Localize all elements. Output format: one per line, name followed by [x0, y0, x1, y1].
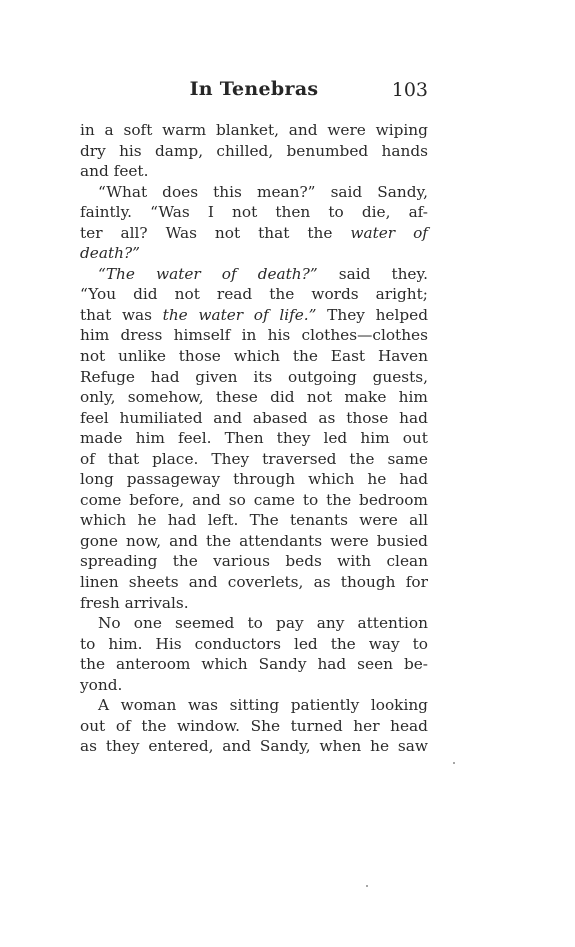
word: soft — [123, 121, 153, 139]
text-line — [80, 161, 428, 182]
word: all — [409, 511, 428, 530]
word: beds — [285, 552, 322, 571]
word: life.” — [279, 305, 317, 324]
word: said — [330, 182, 363, 201]
text-line — [80, 284, 428, 305]
word: aright; — [375, 285, 428, 304]
word: patiently — [290, 696, 360, 715]
word: they — [276, 429, 311, 448]
word: though — [340, 573, 396, 592]
word: various — [213, 552, 271, 571]
word: damp, — [154, 141, 204, 160]
word: in — [80, 121, 95, 139]
text-line — [80, 531, 428, 552]
word: same — [387, 449, 428, 468]
word: wiping — [375, 121, 428, 139]
text-line — [80, 613, 428, 634]
word: Then — [224, 429, 264, 448]
word: East — [330, 347, 366, 366]
word: the — [80, 655, 106, 674]
word: come — [80, 490, 122, 509]
word: attention — [357, 614, 428, 633]
word: one — [133, 614, 162, 633]
word: those — [178, 347, 221, 366]
word: did — [133, 285, 158, 304]
word: through — [233, 470, 296, 489]
word: hands — [381, 141, 428, 160]
word: turned — [290, 716, 343, 735]
word: traversed — [262, 449, 337, 468]
word: was — [187, 696, 219, 715]
word: Haven — [377, 347, 428, 366]
word: warm — [162, 121, 207, 139]
word: that — [258, 223, 290, 242]
word: looking — [370, 696, 428, 715]
word: any — [316, 614, 345, 633]
print-speck — [366, 885, 368, 887]
text-line — [80, 551, 428, 572]
word: her — [353, 716, 380, 735]
word: they — [105, 737, 140, 756]
word: faintly. — [80, 203, 133, 222]
word: fresh — [80, 593, 120, 612]
word: with — [337, 552, 372, 571]
word: were — [330, 531, 369, 550]
word: had — [167, 511, 197, 530]
word: not — [232, 203, 258, 222]
word: I — [207, 203, 214, 222]
word: outgoing — [288, 367, 357, 386]
word: him. — [108, 634, 143, 653]
word: death?” — [257, 264, 318, 283]
word: he — [370, 737, 390, 756]
word: linen — [80, 573, 119, 592]
word: the — [349, 449, 375, 468]
word: led — [293, 634, 318, 653]
word: “What — [98, 182, 148, 201]
word: not — [174, 285, 200, 304]
word: A — [98, 696, 110, 715]
word: clean — [386, 552, 428, 571]
word: the — [292, 347, 318, 366]
word: given — [195, 367, 238, 386]
word: the — [307, 223, 333, 242]
word: bedroom — [359, 490, 428, 509]
word: words — [311, 285, 359, 304]
word: him — [80, 326, 110, 345]
word: place. — [152, 449, 199, 468]
text-line — [80, 695, 428, 716]
word: which — [233, 347, 280, 366]
word: him — [135, 429, 165, 448]
word: head — [390, 716, 428, 735]
word: of — [253, 305, 269, 324]
text-line — [80, 243, 428, 264]
word: attendants — [239, 531, 323, 550]
word: those — [346, 408, 389, 427]
word: No — [98, 614, 121, 633]
word: not — [80, 347, 106, 366]
word: out — [402, 429, 428, 448]
word: were — [359, 511, 398, 530]
word: “You — [80, 285, 117, 304]
word: helped — [375, 305, 428, 324]
word: of — [80, 449, 95, 468]
word: tenants — [290, 511, 349, 530]
word: the — [269, 285, 295, 304]
word: read — [216, 285, 253, 304]
word: arrivals. — [124, 593, 189, 612]
word: and — [213, 408, 243, 427]
word: not — [306, 388, 333, 407]
word: and — [192, 490, 221, 509]
word: to — [247, 614, 263, 633]
word: the — [330, 634, 356, 653]
word: were — [327, 121, 366, 139]
word: of — [413, 223, 428, 242]
word: him — [360, 429, 390, 448]
word: and — [288, 121, 318, 139]
running-title: In Tenebras — [189, 78, 319, 100]
word: to — [302, 490, 319, 509]
word: as — [313, 573, 331, 592]
word: as — [318, 408, 336, 427]
page-number: 103 — [391, 79, 428, 101]
word: clothes—clothes — [301, 326, 428, 345]
word: in — [241, 326, 257, 345]
word: abased — [252, 408, 308, 427]
word: had — [150, 367, 180, 386]
word: which — [80, 511, 127, 530]
word: the — [172, 552, 198, 571]
word: anteroom — [116, 655, 191, 674]
word: Sandy, — [259, 737, 311, 756]
word: said — [338, 264, 371, 283]
word: They — [211, 449, 250, 468]
text-line — [80, 716, 428, 737]
word: his — [267, 326, 291, 345]
text-line — [80, 490, 428, 511]
text-line — [80, 428, 428, 449]
text-line — [80, 675, 428, 696]
word: they. — [391, 264, 428, 283]
text-line — [80, 449, 428, 470]
word: “Was — [150, 203, 190, 222]
running-head — [80, 78, 428, 106]
word: left. — [207, 511, 239, 530]
word: saw — [397, 737, 428, 756]
text-line — [80, 141, 428, 162]
word: to — [328, 203, 344, 222]
word: all? — [120, 223, 148, 242]
word: water — [350, 223, 396, 242]
word: She — [250, 716, 281, 735]
word: water — [155, 264, 201, 283]
word: his — [119, 141, 142, 160]
word: die, — [361, 203, 391, 222]
word: ter — [80, 223, 103, 242]
word: yond. — [80, 675, 123, 694]
word: gone — [80, 531, 118, 550]
text-line — [80, 202, 428, 223]
word: blanket, — [215, 121, 279, 139]
word: Was — [165, 223, 197, 242]
word: window. — [177, 716, 241, 735]
word: passageway — [126, 470, 221, 489]
word: this — [213, 182, 242, 201]
text-line — [80, 593, 428, 614]
word: that — [107, 449, 140, 468]
word: as — [80, 737, 97, 756]
word: its — [253, 367, 273, 386]
word: a — [104, 121, 114, 139]
word: dress — [120, 326, 163, 345]
word: long — [80, 470, 114, 489]
word: feel. — [177, 429, 212, 448]
word: had — [399, 408, 428, 427]
word: and — [80, 162, 109, 181]
text-line — [80, 634, 428, 655]
word: unlike — [118, 347, 166, 366]
word: then — [275, 203, 311, 222]
word: guests, — [372, 367, 428, 386]
text-line — [80, 325, 428, 346]
word: now, — [125, 531, 162, 550]
word: woman — [120, 696, 177, 715]
word: him — [398, 388, 428, 407]
word: benumbed — [286, 141, 369, 160]
word: not — [214, 223, 241, 242]
word: which — [201, 655, 248, 674]
word: “The — [98, 264, 135, 283]
text-line — [80, 120, 428, 141]
word: be- — [403, 655, 428, 674]
word: coverlets, — [227, 573, 304, 592]
word: he — [137, 511, 157, 530]
word: Sandy — [258, 655, 307, 674]
word: and — [169, 531, 198, 550]
word: sitting — [229, 696, 280, 715]
word: the — [205, 531, 232, 550]
text-line — [80, 736, 428, 757]
print-speck — [453, 762, 455, 764]
word: sheets — [128, 573, 179, 592]
word: mean?” — [256, 182, 316, 201]
text-line — [80, 346, 428, 367]
word: of — [115, 716, 131, 735]
word: came — [253, 490, 295, 509]
text-line — [80, 510, 428, 531]
word: somehow, — [127, 388, 204, 407]
word: seemed — [175, 614, 235, 633]
word: seen — [357, 655, 393, 674]
text-line — [80, 305, 428, 326]
text-line — [80, 408, 428, 429]
word: made — [80, 429, 123, 448]
word: led — [323, 429, 348, 448]
word: did — [270, 388, 295, 407]
word: way — [368, 634, 400, 653]
word: pay — [276, 614, 304, 633]
text-line — [80, 264, 428, 285]
word: when — [319, 737, 362, 756]
word: only, — [80, 388, 116, 407]
word: spreading — [80, 552, 158, 571]
word: af- — [408, 203, 428, 222]
word: His — [155, 634, 182, 653]
word: Sandy, — [377, 182, 428, 201]
word: busied — [376, 531, 428, 550]
word: make — [344, 388, 387, 407]
word: had — [317, 655, 347, 674]
word: Refuge — [80, 367, 135, 386]
word: conductors — [194, 634, 281, 653]
word: chilled, — [216, 141, 274, 160]
word: death?” — [80, 244, 140, 263]
word: the — [141, 716, 167, 735]
word: feet. — [113, 162, 149, 181]
word: he — [367, 470, 387, 489]
text-line — [80, 572, 428, 593]
word: that — [80, 305, 112, 324]
word: water — [198, 305, 244, 324]
word: of — [221, 264, 237, 283]
word: dry — [80, 141, 106, 160]
word: feel — [80, 408, 109, 427]
word: to — [412, 634, 428, 653]
word: entered, — [148, 737, 214, 756]
word: They — [327, 305, 365, 324]
text-line — [80, 387, 428, 408]
word: to — [80, 634, 96, 653]
word: the — [162, 305, 188, 324]
word: had — [399, 470, 428, 489]
text-line — [80, 223, 428, 244]
text-line — [80, 182, 428, 203]
text-line — [80, 654, 428, 675]
text-line — [80, 469, 428, 490]
word: and — [188, 573, 218, 592]
word: humiliated — [119, 408, 203, 427]
word: for — [405, 573, 428, 592]
word: the — [326, 490, 352, 509]
word: and — [222, 737, 252, 756]
text-line — [80, 367, 428, 388]
word: before, — [129, 490, 185, 509]
word: was — [121, 305, 153, 324]
word: these — [215, 388, 258, 407]
word: which — [308, 470, 355, 489]
word: himself — [173, 326, 231, 345]
word: The — [249, 511, 279, 530]
word: out — [80, 716, 106, 735]
word: does — [162, 182, 199, 201]
word: so — [228, 490, 246, 509]
body-text — [80, 120, 428, 757]
